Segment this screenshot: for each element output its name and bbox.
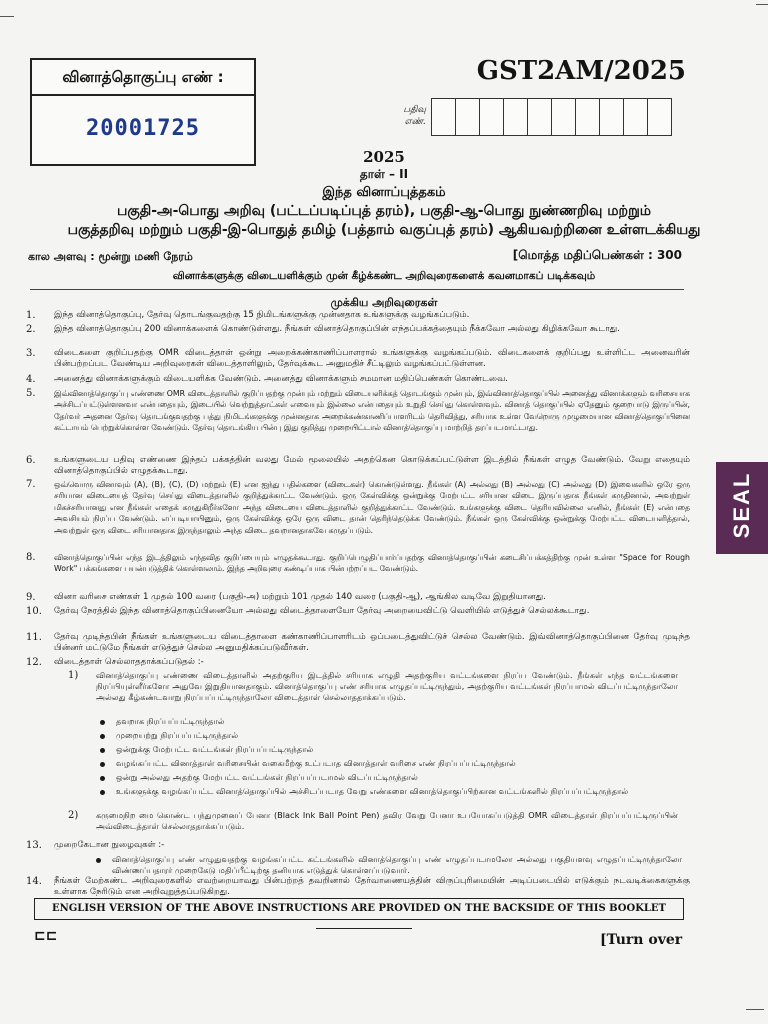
- sub-text: கருமைநிற மை கொண்ட பந்துமுனைப் பேனா (Black Ink Ball Point Pen) தவிர வேறு பேனா உபயோகப்படுத்தி OMR விடைத்தாள் நிரப்பப்பட்டிருப்பின் அவ்விடைத்தாள் செல்லாததாக்கப்படும்.: [96, 810, 678, 831]
- booklet-heading: இந்த வினாப்புத்தகம்: [322, 185, 446, 200]
- total-marks: [மொத்த மதிப்பெண்கள் : 300: [512, 248, 682, 262]
- instruction-text: நீங்கள் மேற்கண்ட அறிவுரைகளில் எவற்றையாவது பின்பற்றத் தவறினால் தேர்வாணையத்தின் விருப்புரிமையின் அடிப்படையில் எடுக்கும் நடவடிக்கைகளுக்கு உள்ளாக நேரிடும் என அறிவுறுத்தப்படுகிறது.: [54, 876, 690, 898]
- register-digit-box[interactable]: [431, 98, 456, 136]
- seal-label: SEAL: [729, 471, 754, 539]
- register-number-label: [382, 104, 426, 128]
- crop-mark: [746, 997, 764, 1010]
- bullet-item: [100, 744, 680, 755]
- register-digit-box[interactable]: [527, 98, 552, 136]
- turn-over-label: [Turn over: [600, 932, 683, 948]
- footer-divider: [316, 928, 412, 929]
- instruction-item: [26, 310, 690, 321]
- instruction-text: விடைகளை குறிப்பதற்கு OMR விடைத்தாள் ஒன்று அறைக்கண்காணிப்பாளரால் உங்களுக்கு வழங்கப்படும். விடைகளைக் குறிப்பது உள்ளிட்ட அனைவரின் பின்பற்றப்பட வேண்டிய அறிவுரைகள் விடைத்தாளிலும், தேர்வுக்கூட அனுமதிச் சீட்டிலும் வழங்கப்பட்டுள்ளன.: [54, 348, 690, 370]
- instruction-text: வினா வரிசை எண்கள் 1 முதல் 100 வரை (பகுதி-அ) மற்றும் 101 முதல் 140 வரை (பகுதி-ஆ), ஆங்கில வடிவே இறுதியானது.: [54, 592, 546, 602]
- instruction-text: தேர்வு முடிந்தபின் நீங்கள் உங்களுடைய விடைத்தாளை கண்காணிப்பாளரிடம் ஒப்படைத்துவிட்டுச் செல்ல வேண்டும். இவ்வினாத்தொகுப்பினை தேர்வு முடிந்த பின்னர் மட்டுமே நீங்கள் எடுத்துச் செல்ல அனுமதிக்கப்படுவீர்கள்.: [54, 632, 690, 654]
- instruction-item: [26, 592, 690, 603]
- instruction-number: 12.: [26, 657, 42, 668]
- register-number-boxes[interactable]: [432, 98, 672, 136]
- instruction-number: 7.: [26, 479, 36, 490]
- sub-number: 1): [68, 670, 79, 681]
- register-digit-box[interactable]: [551, 98, 576, 136]
- instruction-text: அனைத்து வினாக்களுக்கும் விடையளிக்க வேண்டும். அனைத்து வினாக்களும் சமமான மதிப்பெண்கள் கொண்டவை.: [54, 374, 509, 384]
- sub-text: வினாத்தொகுப்பு எண்ணை விடைத்தாளில் அதற்குரிய இடத்தில் சரியாக எழுதி அதற்குரிய வட்டங்களை நிரப்ப வேண்டும். நீங்கள் எந்த வட்டங்களை நிரப்பியுள்ளீர்களோ அதுவே இறுதியானதாகும். வினாத்தொகுப்பு எண் சரியாக எழுதப்பட்டிருந்தும், அதற்குரிய வட்டங்கள் நிரப்பாமல் விடப்பட்டிருந்தாலோ அல்லது கீழ்கண்டவாறு நிரப்பப்பட்டிருந்தாலோ விடைத்தாள் செல்லாததாக்கப்படும்.: [96, 670, 678, 702]
- register-digit-box[interactable]: [623, 98, 648, 136]
- instruction-number: 3.: [26, 348, 36, 359]
- instruction-item: [26, 324, 690, 335]
- instruction-number: 13.: [26, 840, 42, 851]
- bullet-item: [96, 854, 682, 876]
- booklet-number-label: வினாத்தொகுப்பு எண் :: [32, 60, 254, 96]
- register-digit-box[interactable]: [455, 98, 480, 136]
- register-number-label-line2: எண்.: [404, 117, 426, 127]
- booklet-number: 20001725: [86, 116, 200, 141]
- instruction-item: [26, 876, 690, 899]
- crop-mark: [756, 4, 768, 17]
- bullet-text: உங்களுக்கு வழங்கப்பட்ட வினாத்தொகுப்பில் அச்சிடப்படாத வேறு எண்களை வினாத்தொகுப்பிற்கான வட்டங்களில் நிரப்பப்பட்டிருந்தால்: [116, 786, 629, 796]
- bullet-item: [100, 716, 680, 727]
- instruction-number: 14.: [26, 876, 42, 887]
- duration: கால அளவு : மூன்று மணி நேரம்: [28, 250, 193, 263]
- bullet-item: [100, 730, 680, 741]
- instruction-text: முறைகேடான நுழைவுகள் :-: [54, 840, 165, 850]
- instruction-item: [26, 606, 690, 617]
- divider: [30, 289, 684, 290]
- bullet-item: [100, 786, 680, 797]
- instructions-heading: முக்கிய அறிவுரைகள்: [330, 296, 438, 309]
- register-digit-box[interactable]: [647, 98, 672, 136]
- crop-mark: [0, 4, 14, 17]
- instruction-item: [26, 632, 690, 655]
- instruction-text: இந்த வினாத்தொகுப்பு, தேர்வு தொடங்குவதற்கு 15 நிமிடங்களுக்கு முன்னதாக உங்களுக்கு வழங்கப்படும்.: [54, 310, 470, 320]
- instruction-number: 2.: [26, 324, 36, 335]
- instruction-item: [26, 552, 690, 575]
- exam-year: 2025: [363, 148, 405, 166]
- bullet-item: [100, 758, 680, 769]
- seal-tab: [716, 462, 768, 554]
- invalidation-rule: [68, 810, 678, 832]
- register-digit-box[interactable]: [575, 98, 600, 136]
- instruction-text: இந்த வினாத்தொகுப்பு 200 வினாக்களைக் கொண்டுள்ளது. நீங்கள் வினாத்தொகுப்பின் எந்தப்பக்கத்தையும் நீக்கவோ அல்லது கிழிக்கவோ கூடாது.: [54, 324, 620, 334]
- register-digit-box[interactable]: [503, 98, 528, 136]
- barcode-mark-icon: ⊏⊏: [34, 928, 58, 944]
- bullet-item: [100, 772, 680, 783]
- instruction-item: [26, 657, 690, 668]
- bullet-text: தவறாக நிரப்பப்பட்டிருந்தால்: [116, 716, 225, 726]
- instruction-text: விடைத்தாள் செல்லாததாக்கப்படுதல் :-: [54, 657, 204, 667]
- bullet-text: முறையற்று நிரப்பப்பட்டிருந்தால்: [116, 730, 239, 740]
- exam-code: GST2AM/2025: [476, 56, 686, 86]
- instruction-number: 9.: [26, 592, 36, 603]
- instruction-number: 11.: [26, 632, 42, 643]
- instruction-text: தேர்வு நேரத்தில் இந்த வினாத்தொகுப்பினையோ அல்லது விடைத்தாளையோ தேர்வு அறையைவிட்டு வெளியில் எடுத்துச் செல்லக்கூடாது.: [54, 606, 590, 616]
- instruction-item: [26, 455, 690, 478]
- sub-number: 2): [68, 810, 79, 821]
- bullet-text: வழங்கப்பட்ட வினாத்தாள் வரிசையின் வகைமீற்கு உட்படாத வினாத்தாள் வரிசை எண் நிரப்பப்பட்டிருந்தால்: [116, 758, 516, 768]
- bullet-text: வினாத்தொகுப்பு எண் எழுதுவதற்கு வழங்கப்பட்ட கட்டங்களில் வினாத்தொகுப்பு எண் எழுதப்படாமலோ அல்லது பகுதியளவு எழுதப்பட்டிருந்தாலோ விண்ணப்பதாரர் முறைகேடு மதிப்பீட்டிற்கு தனியாக எடுத்துக் கொள்ளப்படுவார்.: [112, 854, 682, 875]
- instruction-item: [26, 840, 690, 851]
- instruction-number: 5.: [26, 388, 36, 399]
- register-number-label-line1: பதிவு: [403, 105, 426, 115]
- instruction-text: வினாத்தொகுப்பின் எந்த இடத்திலும் எந்தவித குறிப்பையும் எழுதக்கூடாது. குறிப்பெழுதிப்பார்ப்பதற்கு வினாத்தொகுப்பின் கடைசிப்பக்கத்திற்கு முன் உள்ள "Space for Rough Work" பக்கங்களை பயன்படுத்திக் கொள்ளலாம். இந்த அறிவுரை கண்டிப்பாக பின்பற்றப்பட வேண்டும்.: [54, 553, 690, 574]
- bullet-text: ஒன்று அல்லது அதற்கு மேற்பட்ட வட்டங்கள் நிரப்பப்படாமல் விடப்பட்டிருந்தால்: [116, 772, 418, 782]
- instruction-text: ஒவ்வொரு வினாவும் (A), (B), (C), (D) மற்றும் (E) என ஐந்து பதில்களை (விடைகள்) கொண்டுள்ளது. நீங்கள் (A) அல்லது (B) அல்லது (C) அல்லது (D) இவைகளில் ஒரே ஒரு சரியான விடையைத் தேர்வு செய்து விடைத்தாளில் குறித்துக்காட்ட வேண்டும். ஒரு கேள்விக்கு ஒன்றுக்கு மேற்பட்ட சரியான விடை இருப்பதாக நீங்கள் கருதினால், அவற்றுள் மிகச்சரியானது என நீங்கள் எதைக் கருதுகிறீர்களோ அந்த விடையை விடைத்தாளில் குறித்துக்காட்ட வேண்டும். உங்களுக்கு விடை தெரியவில்லை எனில், நீங்கள் (E) என்பதை அவசியம் நிரப்ப வேண்டும். எப்படியாயினும், ஒரு கேள்விக்கு ஒரே ஒரு விடை தான் தெரிந்தெடுக்க வேண்டும். நீங்கள் ஒரு கேள்விக்கு ஒன்றுக்கு மேற்பட்ட விடையளித்தால், அவற்றுள் ஒரு விடை சரியானதாக இருந்தாலும் அந்த விடை தவறானதாகவே கருதப்படும்.: [54, 480, 690, 535]
- invalidation-rule: [68, 670, 678, 703]
- subject-line-1: பகுதி-அ-பொது அறிவு (பட்டப்படிப்புத் தரம்), பகுதி-ஆ-பொது நுண்ணறிவு மற்றும்: [116, 203, 652, 219]
- instruction-item: [26, 388, 690, 434]
- paper-number: தாள் – II: [359, 167, 409, 181]
- instruction-text: உங்களுடைய பதிவு எண்ணை இந்தப் பக்கத்தின் வலது மேல் மூலையில் அதற்கென கொடுக்கப்பட்டுள்ள இடத்தில் நீங்கள் எழுத வேண்டும். வேறு எதையும் வினாத்தொகுப்பில் எழுதக்கூடாது.: [54, 455, 690, 477]
- subject-line-2: பகுத்தறிவு மற்றும் பகுதி-இ-பொதுத் தமிழ் (பத்தாம் வகுப்புத் தரம்) ஆகியவற்றினை உள்ளடக்கியது: [67, 222, 701, 238]
- instruction-number: 6.: [26, 455, 36, 466]
- english-version-note: ENGLISH VERSION OF THE ABOVE INSTRUCTIONS ARE PROVIDED ON THE BACKSIDE OF THIS BOOKLET: [34, 898, 684, 920]
- instruction-number: 1.: [26, 310, 36, 321]
- instruction-number: 4.: [26, 374, 36, 385]
- instruction-number: 8.: [26, 552, 36, 563]
- bullet-text: ஒன்றுக்கு மேற்பட்ட வட்டங்கள் நிரப்பப்பட்டிருந்தால்: [116, 744, 314, 754]
- instruction-number: 10.: [26, 606, 42, 617]
- register-digit-box[interactable]: [479, 98, 504, 136]
- register-digit-box[interactable]: [599, 98, 624, 136]
- read-instructions-note: வினாக்களுக்கு விடையளிக்கும் முன் கீழ்க்கண்ட அறிவுரைகளைக் கவனமாகப் படிக்கவும்: [172, 270, 596, 282]
- instruction-text: இவ்வினாத்தொகுப்பு எண்ணை OMR விடைத்தாளில் குறிப்பதற்கு முன்பும் மற்றும் விடையளிக்கத் தொடங்கும் முன்பும், இவ்வினாத்தொகுப்பில் அனைத்து வினாக்களும் வரிசையாக அச்சிடப்பட்டுள்ளனவா என்பதையும், இடையில் வெற்றுத்தாட்கள் எவையும் இல்லை என்பதையும் உறுதி செய்து கொள்ளவும். வினாத் தொகுப்பில் ஏதேனும் குறைபாடு இருப்பின், தேர்வர் அதனை தேர்வு தொடங்குவதற்கு பத்து நிமிடங்களுக்கு முன்னதாக அறைக்கண்காணிப்பாளரிடம் தெரிவித்து, சரியாக உள்ள வேறொரு முழுமையான வினாத்தொகுப்பினை கட்டாயம் பெற்றுக்கொள்ள வேண்டும். தேர்வு தொடங்கிய பின்பு இது குறித்து முறையிட்டால் வினாத்தொகுப்பு மாற்றித் தரப்படமாட்டாது.: [54, 389, 690, 433]
- instruction-item: [26, 374, 690, 385]
- instruction-item: [26, 348, 690, 371]
- instruction-item: [26, 479, 690, 536]
